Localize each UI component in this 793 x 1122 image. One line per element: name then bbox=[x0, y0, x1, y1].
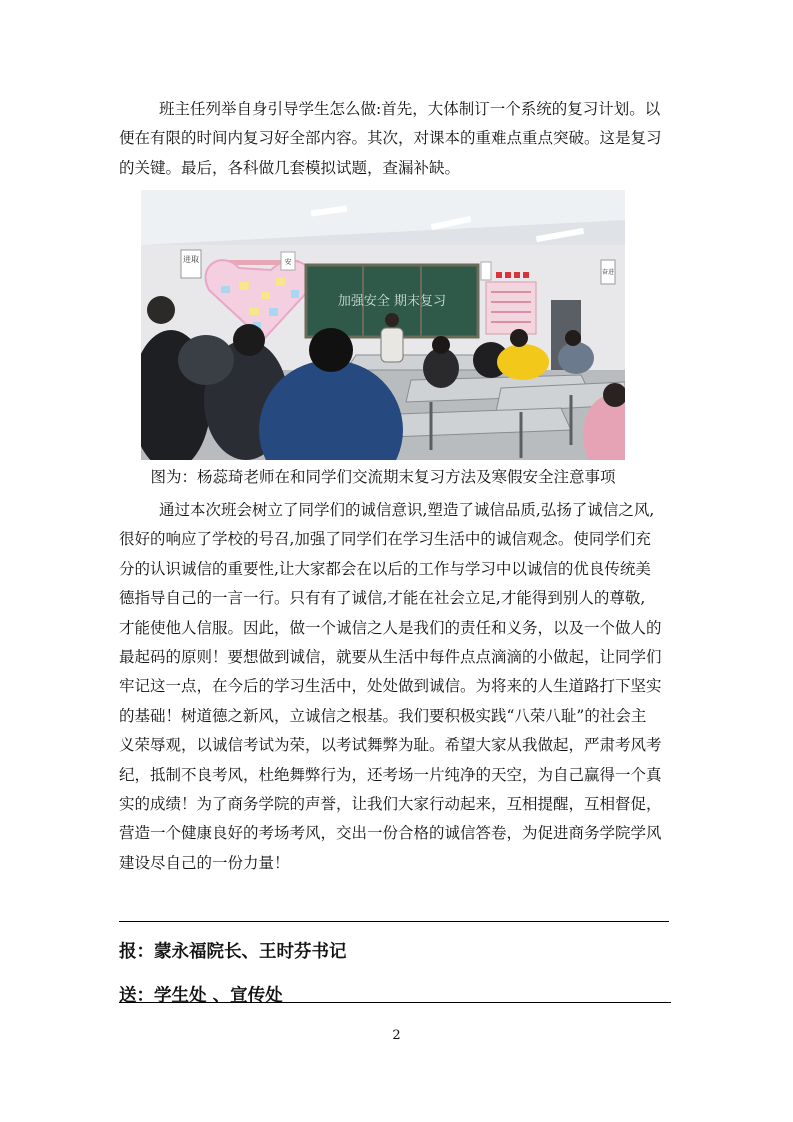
paragraph-line: 建设尽自己的一份力量！ bbox=[119, 853, 290, 872]
classroom-photo-illustration bbox=[141, 190, 625, 460]
paragraph-line: 很好的响应了学校的号召,加强了同学们在学习生活中的诚信观念。使同学们充 bbox=[119, 530, 651, 549]
paragraph-line: 牢记这一点，在今后的学习生活中，处处做到诚信。为将来的人生道路打下坚实 bbox=[119, 677, 662, 696]
paragraph-line: 的关键。最后，各科做几套模拟试题，查漏补缺。 bbox=[119, 158, 461, 177]
photo-caption: 图为：杨蕊琦老师在和同学们交流期末复习方法及寒假安全注意事项 bbox=[150, 468, 616, 486]
paragraph-line: 才能使他人信服。因此，做一个诚信之人是我们的责任和义务，以及一个做人的 bbox=[119, 618, 662, 637]
paragraph-line: 义荣辱观，以诚信考试为荣，以考试舞弊为耻。希望大家从我做起，严肃考风考 bbox=[119, 736, 662, 755]
paragraph-line: 实的成绩！为了商务学院的声誉，让我们大家行动起来，互相提醒，互相督促， bbox=[119, 795, 662, 814]
chalkboard-text: 加强安全 期末复习 bbox=[337, 294, 447, 309]
report-to-line: 报：蒙永福院长、王时芬书记 bbox=[119, 942, 347, 962]
wall-sign-mid: 安 bbox=[284, 258, 292, 266]
paragraph-line: 纪，抵制不良考风，杜绝舞弊行为，还考场一片纯净的天空，为自己赢得一个真 bbox=[119, 765, 662, 784]
wall-sign-left: 进取 bbox=[183, 255, 199, 264]
classroom-photo bbox=[141, 190, 625, 460]
paragraph-line: 德指导自己的一言一行。只有有了诚信,才能在社会立足,才能得到别人的尊敬, bbox=[119, 589, 646, 608]
page-number: 2 bbox=[392, 1028, 401, 1043]
wall-sign-right: 奋进 bbox=[601, 269, 615, 276]
section-divider bbox=[119, 921, 669, 922]
paragraph-line: 分的认识诚信的重要性,让大家都会在以后的工作与学习中以诚信的优良传统美 bbox=[119, 559, 651, 578]
paragraph-line: 班主任列举自身引导学生怎么做:首先，大体制订一个系统的复习计划。以 bbox=[159, 100, 661, 118]
paragraph-line: 营造一个健康良好的考场考风，交出一份合格的诚信答卷，为促进商务学院学风 bbox=[119, 824, 662, 843]
paragraph-line: 便在有限的时间内复习好全部内容。其次，对课本的重难点重点突破。这是复习 bbox=[119, 129, 662, 148]
copy-to-underline bbox=[119, 1002, 671, 1003]
intro-paragraph bbox=[119, 95, 671, 183]
paragraph-line: 通过本次班会树立了同学们的诚信意识,塑造了诚信品质,弘扬了诚信之风, bbox=[159, 501, 655, 519]
body-paragraph bbox=[119, 496, 671, 878]
copy-to-line: 送：学生处 、宣传处 bbox=[119, 986, 283, 1006]
paragraph-line: 的基础！树道德之新风，立诚信之根基。我们要积极实践“八荣八耻”的社会主 bbox=[119, 706, 647, 725]
paragraph-line: 最起码的原则！要想做到诚信，就要从生活中每件点点滴滴的小做起，让同学们 bbox=[119, 648, 662, 667]
